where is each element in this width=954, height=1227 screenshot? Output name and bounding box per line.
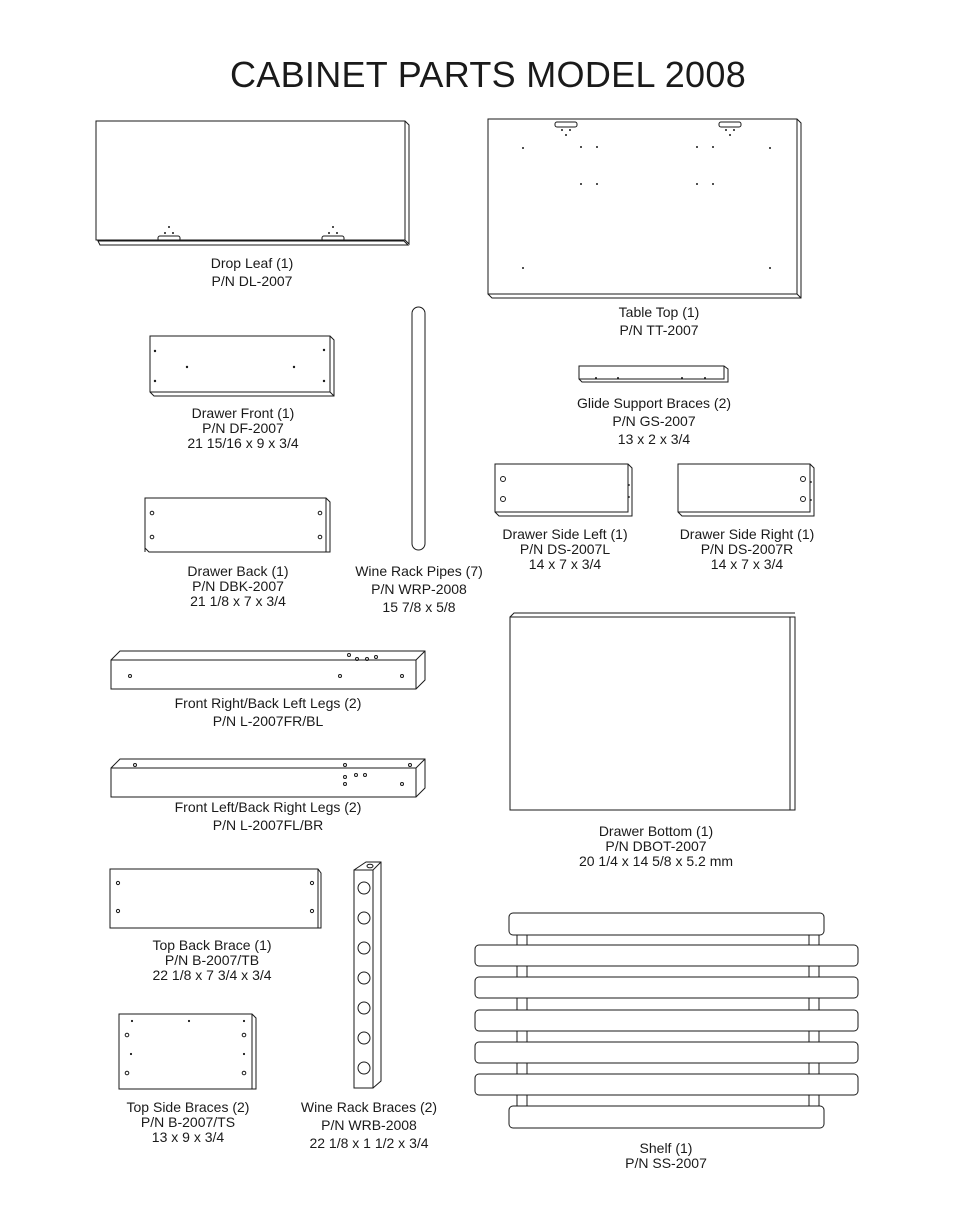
drawer-side-left-illustration	[495, 464, 632, 516]
drawer-bottom-dims: 20 1/4 x 14 5/8 x 5.2 mm	[578, 853, 734, 869]
top-back-brace-pn: P/N B-2007/TB	[164, 952, 260, 968]
drawer-back-dims: 21 1/8 x 7 x 3/4	[190, 593, 286, 609]
wine-rack-brace-illustration	[354, 862, 381, 1095]
drawer-front-name: Drawer Front (1)	[191, 405, 295, 421]
top-back-brace-name: Top Back Brace (1)	[152, 937, 272, 953]
top-side-braces-label	[108, 1100, 268, 1145]
drawer-side-right-name: Drawer Side Right (1)	[679, 526, 815, 542]
glide-brace-illustration	[579, 366, 728, 382]
drop-leaf-pn: P/N DL-2007	[211, 273, 293, 289]
legs-fl-br-name: Front Left/Back Right Legs (2)	[174, 799, 362, 815]
drop-leaf-label	[172, 254, 332, 290]
legs-fr-bl-label	[158, 694, 378, 730]
wine-rack-pipes-pn: P/N WRP-2008	[371, 581, 467, 597]
drawer-back-name: Drawer Back (1)	[187, 563, 289, 579]
drawer-side-right-label	[662, 527, 832, 572]
drawer-back-illustration	[145, 498, 330, 552]
leg-fr-bl-illustration	[111, 651, 425, 689]
drawer-side-left-label	[485, 527, 645, 572]
drawer-front-illustration	[150, 336, 334, 396]
drawer-side-right-dims: 14 x 7 x 3/4	[710, 556, 784, 572]
top-side-braces-dims: 13 x 9 x 3/4	[151, 1129, 225, 1145]
glide-braces-label	[554, 394, 754, 448]
legs-fr-bl-name: Front Right/Back Left Legs (2)	[174, 695, 362, 711]
shelf-name: Shelf (1)	[639, 1140, 693, 1156]
drawer-side-right-illustration	[678, 464, 814, 516]
legs-fr-bl-pn: P/N L-2007FR/BL	[212, 713, 324, 729]
drop-leaf-name: Drop Leaf (1)	[210, 255, 294, 271]
drawer-side-left-dims: 14 x 7 x 3/4	[528, 556, 602, 572]
legs-fl-br-pn: P/N L-2007FL/BR	[212, 817, 324, 833]
wine-rack-pipe-illustration	[412, 307, 425, 550]
page-title: CABINET PARTS MODEL 2008	[229, 54, 747, 95]
glide-braces-dims: 13 x 2 x 3/4	[617, 431, 691, 447]
drawer-back-label	[158, 564, 318, 609]
table-top-pn: P/N TT-2007	[619, 322, 699, 338]
shelf-label	[596, 1141, 736, 1171]
top-back-brace-illustration	[110, 869, 321, 928]
drawer-bottom-name: Drawer Bottom (1)	[598, 823, 714, 839]
drop-leaf-illustration	[96, 121, 409, 245]
drawer-side-left-name: Drawer Side Left (1)	[502, 526, 628, 542]
wine-rack-braces-label	[284, 1098, 454, 1152]
wine-rack-pipes-name: Wine Rack Pipes (7)	[355, 563, 483, 579]
wine-rack-braces-dims: 22 1/8 x 1 1/2 x 3/4	[309, 1135, 429, 1151]
drawer-bottom-illustration	[510, 613, 795, 810]
leg-fl-br-illustration	[111, 759, 425, 797]
drawer-back-pn: P/N DBK-2007	[192, 578, 284, 594]
wine-rack-braces-pn: P/N WRB-2008	[321, 1117, 417, 1133]
drawer-front-pn: P/N DF-2007	[202, 420, 284, 436]
top-side-braces-pn: P/N B-2007/TS	[140, 1114, 236, 1130]
top-side-braces-name: Top Side Braces (2)	[126, 1099, 250, 1115]
top-side-brace-illustration	[119, 1014, 256, 1089]
wine-rack-pipes-label	[339, 562, 499, 616]
top-back-brace-dims: 22 1/8 x 7 3/4 x 3/4	[152, 967, 272, 983]
drawer-side-right-pn: P/N DS-2007R	[700, 541, 794, 557]
glide-braces-name: Glide Support Braces (2)	[576, 395, 732, 411]
table-top-name: Table Top (1)	[618, 304, 700, 320]
drawer-front-dims: 21 15/16 x 9 x 3/4	[187, 435, 299, 451]
shelf-pn: P/N SS-2007	[625, 1155, 707, 1171]
table-top-label	[579, 303, 739, 339]
drawer-bottom-label	[556, 824, 756, 869]
table-top-illustration	[488, 119, 801, 298]
drawer-bottom-pn: P/N DBOT-2007	[605, 838, 707, 854]
top-back-brace-label	[132, 938, 292, 983]
wine-rack-pipes-dims: 15 7/8 x 5/8	[382, 599, 456, 615]
wine-rack-braces-name: Wine Rack Braces (2)	[300, 1099, 438, 1115]
legs-fl-br-label	[158, 798, 378, 834]
drawer-front-label	[158, 406, 328, 451]
shelf-illustration	[475, 913, 858, 1128]
drawer-side-left-pn: P/N DS-2007L	[519, 541, 611, 557]
glide-braces-pn: P/N GS-2007	[612, 413, 696, 429]
